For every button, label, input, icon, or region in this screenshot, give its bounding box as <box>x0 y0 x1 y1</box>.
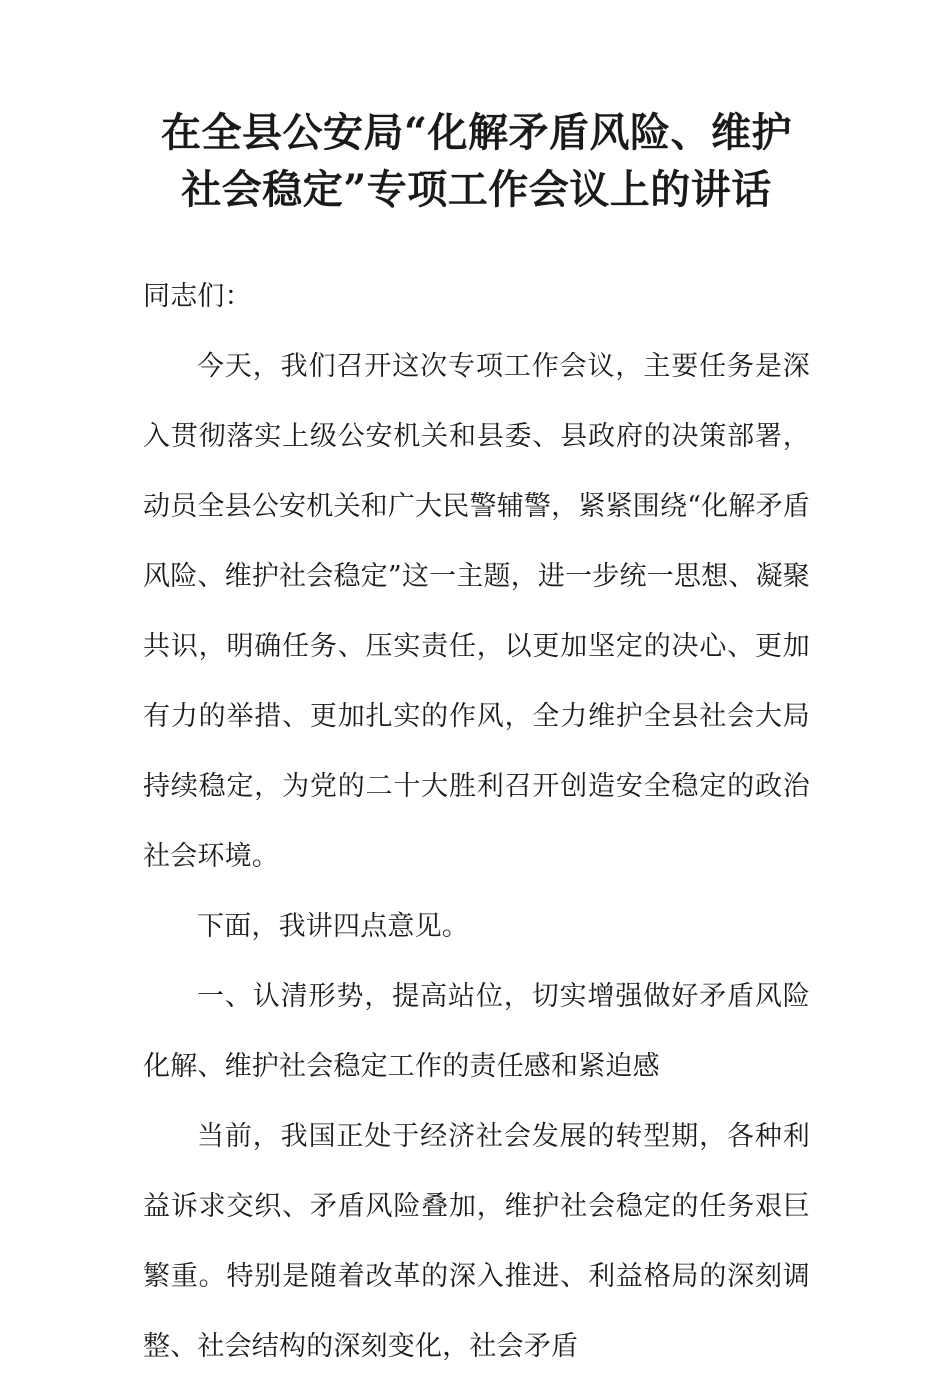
outline-statement: 下面，我讲四点意见。 <box>197 911 469 942</box>
section-heading-one: 一、认清形势，提高站位，切实增强做好矛盾风险化解、维护社会稳定工作的责任感和紧迫感 <box>143 981 810 1082</box>
document-content-column <box>143 0 810 1382</box>
section-one-body: 当前，我国正处于经济社会发展的转型期，各种利益诉求交织、矛盾风险叠加，维护社会稳定的任务艰巨繁重。特别是随着改革的深入推进、利益格局的深刻调整、社会结构的深刻变化，社会矛盾 <box>143 1121 810 1362</box>
salutation-line: 同志们： <box>143 281 252 312</box>
page-title: 在全县公安局“化解矛盾风险、维护社会稳定”专项工作会议上的讲话 <box>160 109 792 213</box>
opening-paragraph: 今天，我们召开这次专项工作会议，主要任务是深入贯彻落实上级公安机关和县委、县政府的决策部署，动员全县公安机关和广大民警辅警，紧紧围绕“化解矛盾风险、维护社会稳定”这一主题，进一步统一思想、凝聚共识，明确任务、压实责任，以更加坚定的决心、更加有力的举措、更加扎实的作风，全力维护全县社会大局持续稳定，为党的二十大胜利召开创造安全稳定的政治社会环境。 <box>143 351 810 872</box>
document-body <box>143 262 810 1382</box>
